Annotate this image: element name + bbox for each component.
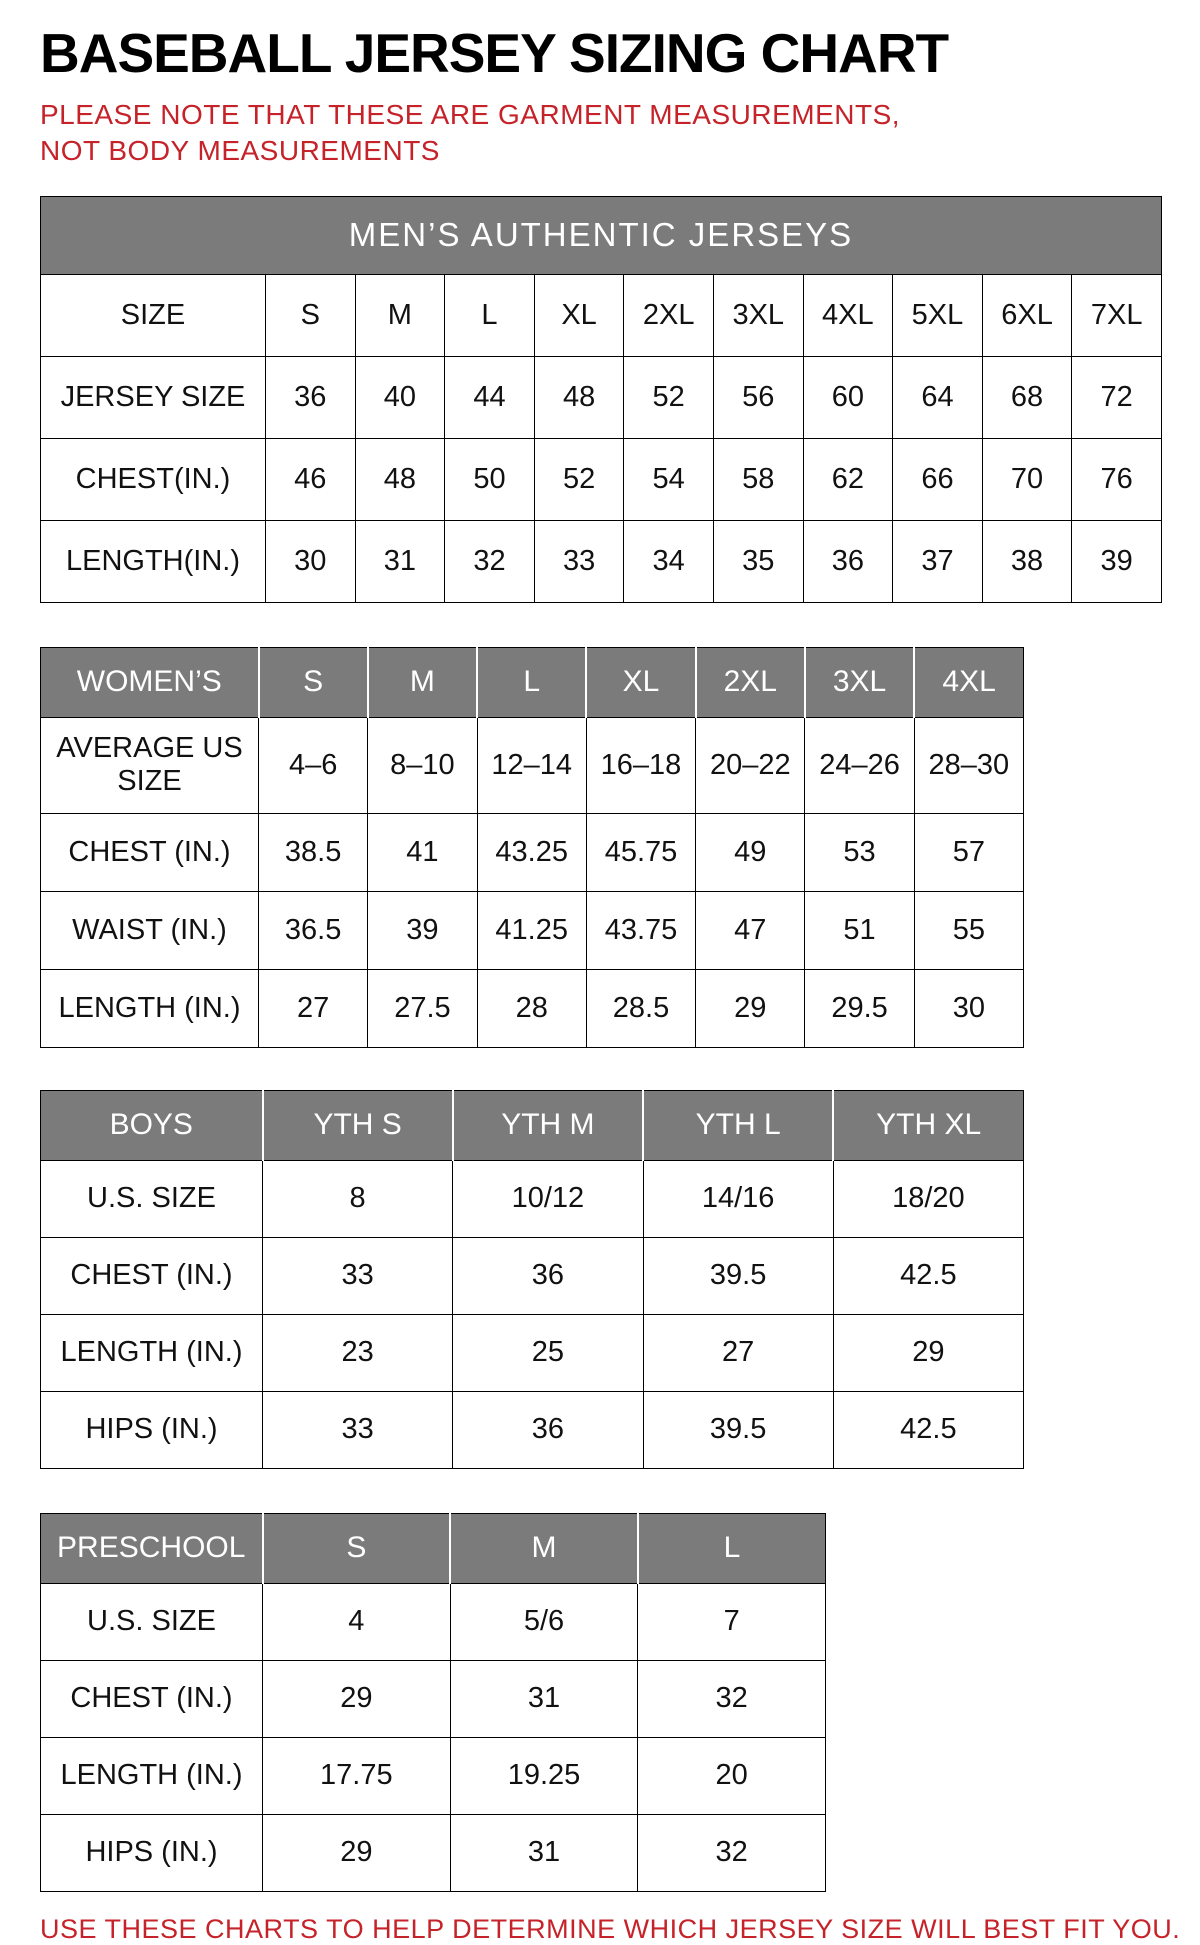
boys-cell: 25	[453, 1314, 643, 1391]
boys-cell: 10/12	[453, 1160, 643, 1237]
mens-cell: 40	[355, 356, 445, 438]
womens-cell: 30	[914, 969, 1023, 1047]
womens-header-size: M	[368, 647, 477, 717]
mens-cell: 6XL	[982, 274, 1072, 356]
womens-cell: 55	[914, 891, 1023, 969]
boys-row-label: U.S. SIZE	[41, 1160, 263, 1237]
mens-cell: 48	[355, 438, 445, 520]
womens-cell: 41	[368, 813, 477, 891]
mens-cell: 4XL	[803, 274, 893, 356]
womens-row-label: WAIST (IN.)	[41, 891, 259, 969]
boys-table	[40, 1090, 1024, 1469]
womens-table-row	[41, 891, 1024, 969]
footer-text: USE THESE CHARTS TO HELP DETERMINE WHICH JERSEY SIZE WILL BEST FIT YOU.	[40, 1913, 1181, 1944]
womens-header-size: XL	[586, 647, 695, 717]
womens-cell: 36.5	[259, 891, 368, 969]
womens-row-label: LENGTH (IN.)	[41, 969, 259, 1047]
preschool-cell: 17.75	[263, 1737, 451, 1814]
mens-cell: 34	[624, 520, 714, 602]
womens-cell: 43.25	[477, 813, 586, 891]
preschool-table-row	[41, 1660, 826, 1737]
mens-cell: M	[355, 274, 445, 356]
preschool-cell: 5/6	[450, 1583, 638, 1660]
mens-cell: L	[445, 274, 535, 356]
preschool-cell: 4	[263, 1583, 451, 1660]
womens-cell: 27.5	[368, 969, 477, 1047]
mens-table-row	[41, 438, 1162, 520]
boys-sizing-table	[40, 1090, 1160, 1469]
mens-cell: 68	[982, 356, 1072, 438]
mens-cell: 66	[893, 438, 983, 520]
boys-header-size: YTH S	[263, 1090, 453, 1160]
mens-cell: 3XL	[713, 274, 803, 356]
womens-cell: 8–10	[368, 717, 477, 813]
womens-cell: 28.5	[586, 969, 695, 1047]
mens-cell: 64	[893, 356, 983, 438]
womens-cell: 43.75	[586, 891, 695, 969]
mens-cell: 33	[534, 520, 624, 602]
mens-cell: 56	[713, 356, 803, 438]
boys-cell: 18/20	[833, 1160, 1023, 1237]
preschool-cell: 31	[450, 1660, 638, 1737]
boys-table-row	[41, 1237, 1024, 1314]
preschool-header-size: M	[450, 1513, 638, 1583]
mens-cell: 38	[982, 520, 1072, 602]
boys-row-label: LENGTH (IN.)	[41, 1314, 263, 1391]
womens-cell: 51	[805, 891, 914, 969]
boys-table-row	[41, 1160, 1024, 1237]
womens-cell: 28	[477, 969, 586, 1047]
womens-table-row	[41, 969, 1024, 1047]
mens-table-banner: MEN’S AUTHENTIC JERSEYS	[41, 196, 1162, 274]
womens-cell: 28–30	[914, 717, 1023, 813]
womens-cell: 20–22	[696, 717, 805, 813]
preschool-cell: 32	[638, 1814, 826, 1891]
womens-table-row	[41, 813, 1024, 891]
mens-cell: 2XL	[624, 274, 714, 356]
womens-cell: 29.5	[805, 969, 914, 1047]
mens-table	[40, 196, 1162, 603]
mens-cell: 36	[803, 520, 893, 602]
boys-cell: 39.5	[643, 1391, 833, 1468]
boys-table-row	[41, 1314, 1024, 1391]
mens-cell: 32	[445, 520, 535, 602]
womens-table-row	[41, 717, 1024, 813]
preschool-header-size: L	[638, 1513, 826, 1583]
preschool-table-row	[41, 1737, 826, 1814]
preschool-sizing-table	[40, 1513, 1160, 1892]
preschool-cell: 20	[638, 1737, 826, 1814]
mens-row-label: SIZE	[41, 274, 266, 356]
boys-cell: 23	[263, 1314, 453, 1391]
preschool-cell: 7	[638, 1583, 826, 1660]
womens-cell: 47	[696, 891, 805, 969]
mens-cell: 37	[893, 520, 983, 602]
boys-cell: 27	[643, 1314, 833, 1391]
boys-cell: 33	[263, 1391, 453, 1468]
mens-cell: 36	[266, 356, 356, 438]
mens-table-row	[41, 274, 1162, 356]
womens-cell: 39	[368, 891, 477, 969]
womens-header-size: S	[259, 647, 368, 717]
boys-header-size: YTH XL	[833, 1090, 1023, 1160]
mens-cell: S	[266, 274, 356, 356]
womens-cell: 45.75	[586, 813, 695, 891]
preschool-cell: 29	[263, 1660, 451, 1737]
mens-cell: 70	[982, 438, 1072, 520]
mens-table-row	[41, 520, 1162, 602]
mens-row-label: CHEST(IN.)	[41, 438, 266, 520]
womens-header-size: 4XL	[914, 647, 1023, 717]
boys-cell: 29	[833, 1314, 1023, 1391]
womens-header-size: 2XL	[696, 647, 805, 717]
page-title: BASEBALL JERSEY SIZING CHART	[40, 22, 949, 84]
womens-cell: 4–6	[259, 717, 368, 813]
preschool-row-label: CHEST (IN.)	[41, 1660, 263, 1737]
mens-cell: 39	[1072, 520, 1162, 602]
preschool-header-size: S	[263, 1513, 451, 1583]
womens-cell: 24–26	[805, 717, 914, 813]
womens-header-label: WOMEN’S	[41, 647, 259, 717]
mens-cell: 72	[1072, 356, 1162, 438]
womens-cell: 16–18	[586, 717, 695, 813]
mens-cell: 35	[713, 520, 803, 602]
mens-table-row	[41, 356, 1162, 438]
garment-measurement-note: PLEASE NOTE THAT THESE ARE GARMENT MEASUREMENTS, NOT BODY MEASUREMENTS	[40, 99, 901, 167]
mens-cell: 50	[445, 438, 535, 520]
preschool-table-row	[41, 1814, 826, 1891]
mens-cell: XL	[534, 274, 624, 356]
mens-cell: 60	[803, 356, 893, 438]
boys-row-label: HIPS (IN.)	[41, 1391, 263, 1468]
preschool-cell: 31	[450, 1814, 638, 1891]
boys-header-label: BOYS	[41, 1090, 263, 1160]
womens-row-label: AVERAGE US SIZE	[41, 717, 259, 813]
sizing-chart-page	[40, 22, 1181, 1945]
boys-cell: 39.5	[643, 1237, 833, 1314]
womens-table	[40, 647, 1024, 1048]
boys-cell: 8	[263, 1160, 453, 1237]
boys-cell: 33	[263, 1237, 453, 1314]
mens-cell: 54	[624, 438, 714, 520]
boys-header-size: YTH L	[643, 1090, 833, 1160]
mens-cell: 62	[803, 438, 893, 520]
womens-cell: 12–14	[477, 717, 586, 813]
mens-cell: 7XL	[1072, 274, 1162, 356]
preschool-row-label: HIPS (IN.)	[41, 1814, 263, 1891]
preschool-cell: 19.25	[450, 1737, 638, 1814]
boys-header-size: YTH M	[453, 1090, 643, 1160]
boys-cell: 42.5	[833, 1391, 1023, 1468]
mens-cell: 48	[534, 356, 624, 438]
womens-row-label: CHEST (IN.)	[41, 813, 259, 891]
mens-cell: 31	[355, 520, 445, 602]
preschool-header-label: PRESCHOOL	[41, 1513, 263, 1583]
mens-cell: 76	[1072, 438, 1162, 520]
boys-cell: 36	[453, 1237, 643, 1314]
womens-cell: 49	[696, 813, 805, 891]
preschool-table-row	[41, 1583, 826, 1660]
preschool-row-label: LENGTH (IN.)	[41, 1737, 263, 1814]
preschool-row-label: U.S. SIZE	[41, 1583, 263, 1660]
boys-cell: 36	[453, 1391, 643, 1468]
womens-cell: 53	[805, 813, 914, 891]
womens-sizing-table	[40, 647, 1160, 1048]
mens-row-label: LENGTH(IN.)	[41, 520, 266, 602]
preschool-cell: 29	[263, 1814, 451, 1891]
womens-cell: 38.5	[259, 813, 368, 891]
womens-cell: 41.25	[477, 891, 586, 969]
mens-cell: 30	[266, 520, 356, 602]
womens-cell: 27	[259, 969, 368, 1047]
boys-table-row	[41, 1391, 1024, 1468]
mens-cell: 44	[445, 356, 535, 438]
boys-cell: 42.5	[833, 1237, 1023, 1314]
boys-cell: 14/16	[643, 1160, 833, 1237]
womens-header-size: L	[477, 647, 586, 717]
mens-cell: 5XL	[893, 274, 983, 356]
womens-header-size: 3XL	[805, 647, 914, 717]
womens-cell: 57	[914, 813, 1023, 891]
preschool-table	[40, 1513, 826, 1892]
mens-cell: 52	[624, 356, 714, 438]
mens-row-label: JERSEY SIZE	[41, 356, 266, 438]
mens-cell: 52	[534, 438, 624, 520]
womens-cell: 29	[696, 969, 805, 1047]
mens-sizing-table	[40, 196, 1160, 603]
preschool-cell: 32	[638, 1660, 826, 1737]
boys-row-label: CHEST (IN.)	[41, 1237, 263, 1314]
mens-cell: 46	[266, 438, 356, 520]
mens-cell: 58	[713, 438, 803, 520]
